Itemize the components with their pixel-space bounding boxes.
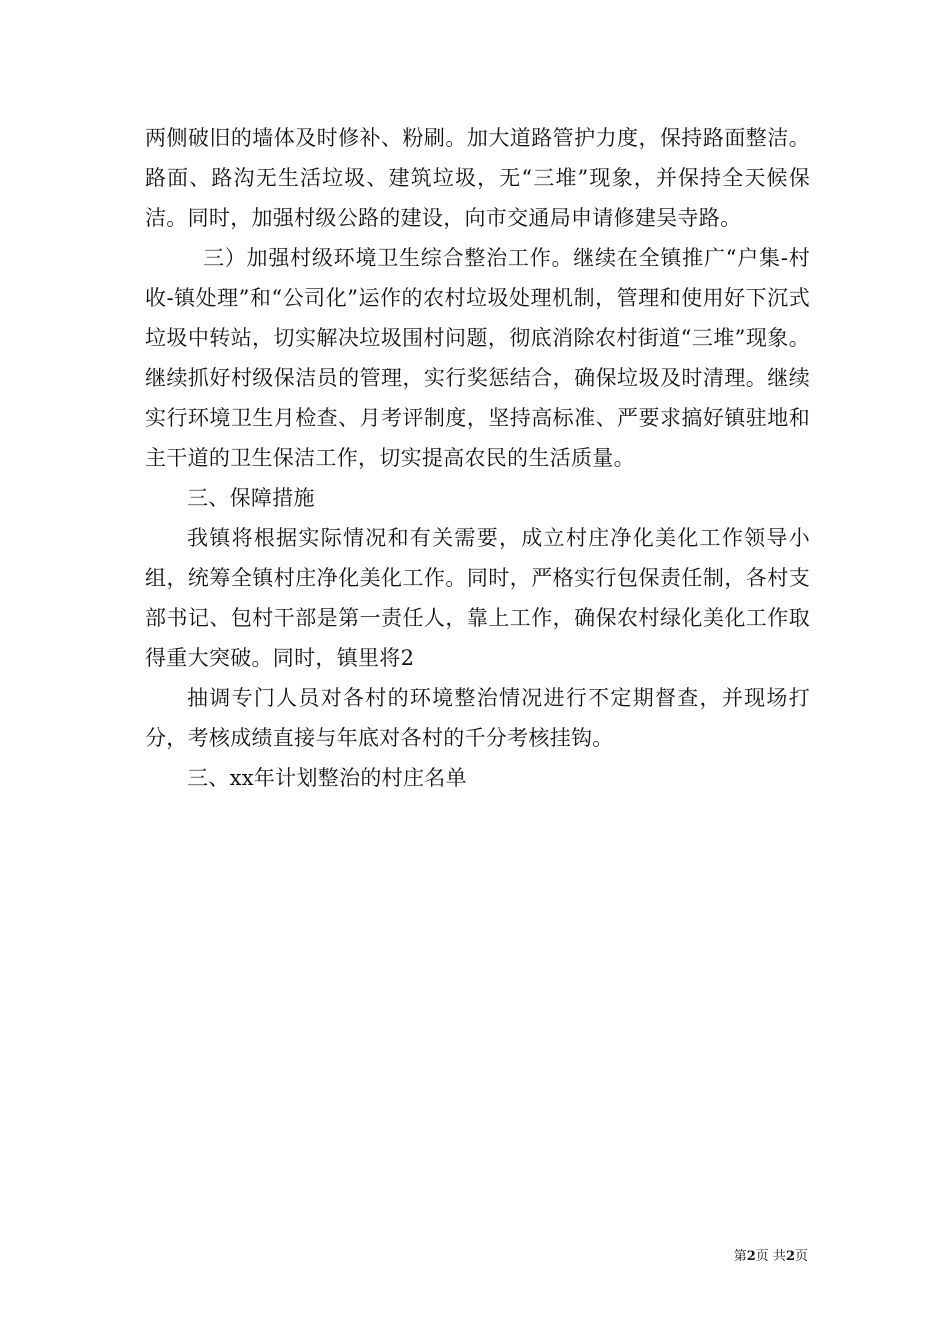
footer-total-pages: 2 [785, 1249, 795, 1264]
paragraph-leadership-group: 我镇将根据实际情况和有关需要，成立村庄净化美化工作领导小组，统筹全镇村庄净化美化工作。同时，严格实行包保责任制，各村支部书记、包村干部是第一责任人，靠上工作，确保农村绿化美化工作取得重大突破。同时，镇里将2 [145, 526, 810, 670]
section-heading-safeguards: 三、保障措施 [187, 486, 315, 510]
footer-prefix: 第 [733, 1249, 747, 1264]
footer-suffix: 页 [794, 1249, 808, 1264]
paragraph-road-maintenance: 两侧破旧的墙体及时修补、粉刷。加大道路管护力度，保持路面整洁。路面、路沟无生活垃圾、建筑垃圾，无“三堆”现象，并保持全天候保洁。同时，加强村级公路的建设，向市交通局申请修建吴寺路。 [145, 126, 810, 230]
footer-middle: 页 共 [755, 1249, 786, 1264]
paragraph-inspection: 抽调专门人员对各村的环境整治情况进行不定期督查，并现场打分，考核成绩直接与年底对各村的千分考核挂钩。 [145, 686, 810, 750]
document-body [145, 118, 810, 798]
page-footer [734, 1248, 808, 1266]
section-heading-village-list: 三、xx年计划整治的村庄名单 [187, 766, 467, 790]
footer-current-page: 2 [746, 1249, 756, 1264]
paragraph-sanitation-work: 三）加强村级环境卫生综合整治工作。继续在全镇推广“户集-村收-镇处理”和“公司化”运作的农村垃圾处理机制，管理和使用好下沉式垃圾中转站，切实解决垃圾围村问题，彻底消除农村街道“三堆”现象。继续抓好村级保洁员的管理，实行奖惩结合，确保垃圾及时清理。继续实行环境卫生月检查、月考评制度，坚持高标准、严要求搞好镇驻地和主干道的卫生保洁工作，切实提高农民的生活质量。 [145, 246, 810, 470]
